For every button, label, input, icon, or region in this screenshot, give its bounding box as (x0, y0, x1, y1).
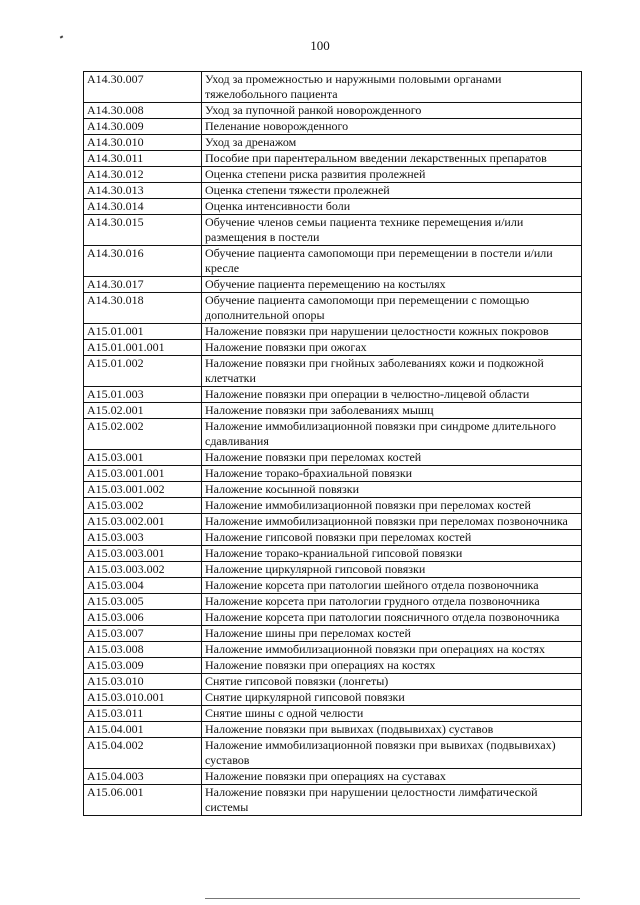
table-row (84, 183, 582, 199)
service-name-cell: Оценка степени риска развития пролежней (202, 167, 582, 183)
service-code-cell: A15.02.002 (84, 419, 202, 450)
service-name-cell: Оценка степени тяжести пролежней (202, 183, 582, 199)
service-name-cell: Наложение торако-брахиальной повязки (202, 466, 582, 482)
table-row (84, 419, 582, 450)
service-name-cell: Обучение пациента самопомощи при перемещении с помощью дополнительной опоры (202, 293, 582, 324)
service-code-cell: A15.03.010 (84, 674, 202, 690)
service-code-cell: A15.03.001 (84, 450, 202, 466)
table-row (84, 642, 582, 658)
service-code-cell: A15.03.004 (84, 578, 202, 594)
service-code-cell: A15.03.005 (84, 594, 202, 610)
service-name-cell: Снятие шины с одной челюсти (202, 706, 582, 722)
service-code-cell: A15.01.001.001 (84, 340, 202, 356)
service-name-cell: Наложение повязки при заболеваниях мышц (202, 403, 582, 419)
service-name-cell: Наложение иммобилизационной повязки при синдроме длительного сдавливания (202, 419, 582, 450)
service-code-cell: A15.03.001.001 (84, 466, 202, 482)
table-row (84, 466, 582, 482)
service-code-cell: A14.30.013 (84, 183, 202, 199)
service-name-cell: Наложение циркулярной гипсовой повязки (202, 562, 582, 578)
service-name-cell: Наложение торако-краниальной гипсовой повязки (202, 546, 582, 562)
service-code-cell: A15.04.002 (84, 738, 202, 769)
table-row (84, 324, 582, 340)
service-name-cell: Наложение повязки при операциях на суставах (202, 769, 582, 785)
table-row (84, 135, 582, 151)
service-name-cell: Наложение повязки при переломах костей (202, 450, 582, 466)
service-code-cell: A15.03.007 (84, 626, 202, 642)
service-name-cell: Наложение иммобилизационной повязки при вывихах (подвывихах) суставов (202, 738, 582, 769)
table-row (84, 72, 582, 103)
table-row (84, 356, 582, 387)
service-code-cell: A15.03.002.001 (84, 514, 202, 530)
table-row (84, 722, 582, 738)
service-code-cell: A15.03.010.001 (84, 690, 202, 706)
service-code-cell: A15.03.008 (84, 642, 202, 658)
service-code-cell: A15.04.001 (84, 722, 202, 738)
service-name-cell: Наложение иммобилизационной повязки при переломах костей (202, 498, 582, 514)
table-row (84, 610, 582, 626)
service-name-cell: Уход за дренажом (202, 135, 582, 151)
service-name-cell: Уход за пупочной ранкой новорожденного (202, 103, 582, 119)
service-name-cell: Пеленание новорожденного (202, 119, 582, 135)
service-code-cell: A15.03.011 (84, 706, 202, 722)
service-code-cell: A15.03.003.001 (84, 546, 202, 562)
service-code-cell: A15.03.003.002 (84, 562, 202, 578)
table-row (84, 530, 582, 546)
service-name-cell: Наложение шины при переломах костей (202, 626, 582, 642)
service-code-cell: A15.03.001.002 (84, 482, 202, 498)
service-name-cell: Наложение повязки при нарушении целостности лимфатической системы (202, 785, 582, 816)
table-row (84, 277, 582, 293)
table-row (84, 167, 582, 183)
service-code-cell: A15.06.001 (84, 785, 202, 816)
table-row (84, 546, 582, 562)
service-name-cell: Наложение повязки при ожогах (202, 340, 582, 356)
service-code-cell: A15.03.009 (84, 658, 202, 674)
table-row (84, 578, 582, 594)
service-code-cell: A14.30.012 (84, 167, 202, 183)
table-row (84, 498, 582, 514)
service-name-cell: Снятие циркулярной гипсовой повязки (202, 690, 582, 706)
table-row (84, 658, 582, 674)
service-name-cell: Наложение корсета при патологии поясничного отдела позвоночника (202, 610, 582, 626)
table-row (84, 403, 582, 419)
service-code-cell: A14.30.017 (84, 277, 202, 293)
service-name-cell: Наложение повязки при вывихах (подвывихах) суставов (202, 722, 582, 738)
table-row (84, 626, 582, 642)
service-name-cell: Наложение иммобилизационной повязки при операциях на костях (202, 642, 582, 658)
service-name-cell: Наложение повязки при нарушении целостности кожных покровов (202, 324, 582, 340)
page-number: 100 (310, 38, 330, 53)
service-name-cell: Наложение повязки при гнойных заболеваниях кожи и подкожной клетчатки (202, 356, 582, 387)
table-row (84, 514, 582, 530)
service-code-cell: A15.03.006 (84, 610, 202, 626)
service-code-cell: A15.03.002 (84, 498, 202, 514)
service-name-cell: Наложение повязки при операции в челюстно-лицевой области (202, 387, 582, 403)
table-row (84, 482, 582, 498)
table-row (84, 151, 582, 167)
table-row (84, 769, 582, 785)
service-name-cell: Уход за промежностью и наружными половыми органами тяжелобольного пациента (202, 72, 582, 103)
services-table-body (84, 72, 582, 816)
services-table (83, 71, 582, 816)
table-row (84, 215, 582, 246)
table-row (84, 674, 582, 690)
table-row (84, 450, 582, 466)
service-code-cell: A14.30.014 (84, 199, 202, 215)
table-row (84, 103, 582, 119)
service-name-cell: Наложение корсета при патологии шейного отдела позвоночника (202, 578, 582, 594)
service-code-cell: A14.30.009 (84, 119, 202, 135)
service-code-cell: A14.30.016 (84, 246, 202, 277)
service-name-cell: Пособие при парентеральном введении лекарственных препаратов (202, 151, 582, 167)
service-code-cell: A15.03.003 (84, 530, 202, 546)
service-code-cell: A14.30.015 (84, 215, 202, 246)
service-code-cell: A15.02.001 (84, 403, 202, 419)
table-row (84, 706, 582, 722)
service-code-cell: A15.01.003 (84, 387, 202, 403)
service-code-cell: A14.30.007 (84, 72, 202, 103)
table-row (84, 690, 582, 706)
service-code-cell: A14.30.010 (84, 135, 202, 151)
service-name-cell: Наложение косынной повязки (202, 482, 582, 498)
table-row (84, 594, 582, 610)
table-row (84, 119, 582, 135)
service-name-cell: Обучение пациента перемещению на костылях (202, 277, 582, 293)
service-code-cell: A15.04.003 (84, 769, 202, 785)
service-name-cell: Наложение гипсовой повязки при переломах костей (202, 530, 582, 546)
table-row (84, 246, 582, 277)
table-row (84, 199, 582, 215)
table-row (84, 562, 582, 578)
service-name-cell: Снятие гипсовой повязки (лонгеты) (202, 674, 582, 690)
service-name-cell: Обучение пациента самопомощи при перемещении в постели и/или кресле (202, 246, 582, 277)
service-code-cell: A14.30.008 (84, 103, 202, 119)
table-row (84, 340, 582, 356)
table-row (84, 293, 582, 324)
service-code-cell: A15.01.001 (84, 324, 202, 340)
service-code-cell: A14.30.018 (84, 293, 202, 324)
service-name-cell: Наложение иммобилизационной повязки при переломах позвоночника (202, 514, 582, 530)
service-name-cell: Обучение членов семьи пациента технике перемещения и/или размещения в постели (202, 215, 582, 246)
table-row (84, 387, 582, 403)
service-code-cell: A14.30.011 (84, 151, 202, 167)
service-name-cell: Оценка интенсивности боли (202, 199, 582, 215)
service-name-cell: Наложение корсета при патологии грудного отдела позвоночника (202, 594, 582, 610)
service-name-cell: Наложение повязки при операциях на костях (202, 658, 582, 674)
table-row (84, 785, 582, 816)
table-row (84, 738, 582, 769)
service-code-cell: A15.01.002 (84, 356, 202, 387)
bottom-rule (205, 898, 580, 899)
